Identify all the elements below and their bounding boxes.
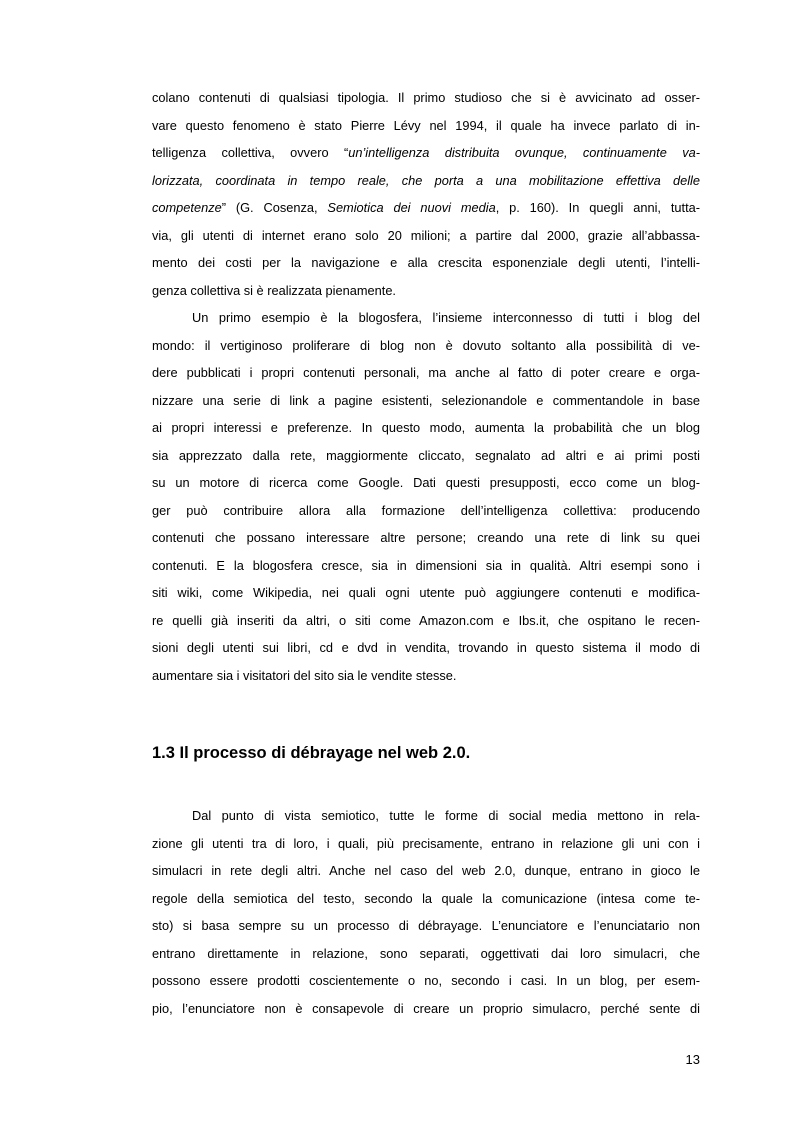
text-line: zione gli utenti tra di loro, i quali, più precisamente, entrano in relazione gli uni con i <box>152 835 700 851</box>
text-line: contenuti che possano interessare altre persone; creando una rete di link su quei <box>152 530 700 545</box>
text-line: sia apprezzato dalla rete, maggiormente cliccato, segnalato ad altri e ai primi posti <box>152 447 700 463</box>
text-line: lorizzata, coordinata in tempo reale, che porta a una mobilitazione effettiva delle <box>152 172 700 188</box>
text-line: Un primo esempio è la blogosfera, l’insieme interconnesso di tutti i blog del <box>192 310 700 325</box>
text-line: telligenza collettiva, ovvero “un’intelligenza distribuita ovunque, continuamente va- <box>152 145 701 160</box>
text-line: Dal punto di vista semiotico, tutte le forme di social media mettono in rela- <box>192 808 700 823</box>
text-line: re quelli già inseriti da altri, o siti come Amazon.com e Ibs.it, che ospitano le recen- <box>152 612 700 628</box>
text-line: genza collettiva si è realizzata pienamente. <box>152 282 396 298</box>
text-line: nizzare una serie di link a pagine esistenti, selezionandole e commentandole in base <box>152 392 700 408</box>
text-line: mondo: il vertiginoso proliferare di blog non è dovuto soltanto alla possibilità di ve- <box>152 337 700 353</box>
text-line: su un motore di ricerca come Google. Dati questi presupposti, ecco come un blog- <box>152 475 700 490</box>
text-line: pio, l’enunciatore non è consapevole di creare un proprio simulacro, perché sente di <box>152 1000 700 1016</box>
paragraph <box>152 84 700 304</box>
paragraph <box>152 304 700 689</box>
text-line: colano contenuti di qualsiasi tipologia. Il primo studioso che si è avvicinato ad osser- <box>152 90 700 105</box>
text-line: ai propri interessi e preferenze. In questo modo, aumenta la probabilità che un blog <box>152 420 700 435</box>
text-line: siti wiki, come Wikipedia, nei quali ogni utente può aggiungere contenuti e modifica- <box>152 585 700 600</box>
text-line: sto) si basa sempre su un processo di débrayage. L’enunciatore e l’enunciatario non <box>152 918 700 933</box>
page-number: 13 <box>685 1052 700 1067</box>
text-line: competenze” (G. Cosenza, Semiotica dei nuovi media, p. 160). In quegli anni, tutta- <box>152 200 700 215</box>
document-content <box>152 84 700 1022</box>
text-line: regole della semiotica del testo, secondo la quale la comunicazione (intesa come te- <box>152 890 700 906</box>
section-heading: 1.3 Il processo di débrayage nel web 2.0. <box>152 744 471 762</box>
text-line: aumentare sia i visitatori del sito sia le vendite stesse. <box>152 667 457 683</box>
text-line: entrano direttamente in relazione, sono separati, oggettivati dai loro simulacri, che <box>152 945 700 961</box>
text-line: vare questo fenomeno è stato Pierre Lévy nel 1994, il quale ha invece parlato di in- <box>152 117 700 133</box>
text-line: possono essere prodotti coscientemente o no, secondo i casi. In un blog, per esem- <box>152 973 700 988</box>
text-line: dere pubblicati i propri contenuti personali, ma anche al fatto di poter creare e orga- <box>152 365 700 380</box>
text-line: mento dei costi per la navigazione e alla crescita esponenziale degli utenti, l’intelli- <box>152 255 700 270</box>
text-line: sioni degli utenti sui libri, cd e dvd in vendita, trovando in questo sistema il modo di <box>152 640 700 655</box>
text-line: via, gli utenti di internet erano solo 20 milioni; a partire dal 2000, grazie all’abbassa- <box>152 227 700 243</box>
paragraph <box>152 802 700 1022</box>
text-line: ger può contribuire allora alla formazione dell’intelligenza collettiva: producendo <box>152 502 700 518</box>
text-line: contenuti. E la blogosfera cresce, sia in dimensioni sia in qualità. Altri esempi sono i <box>152 557 700 573</box>
text-line: simulacri in rete degli altri. Anche nel caso del web 2.0, dunque, entrano in gioco le <box>152 863 700 878</box>
